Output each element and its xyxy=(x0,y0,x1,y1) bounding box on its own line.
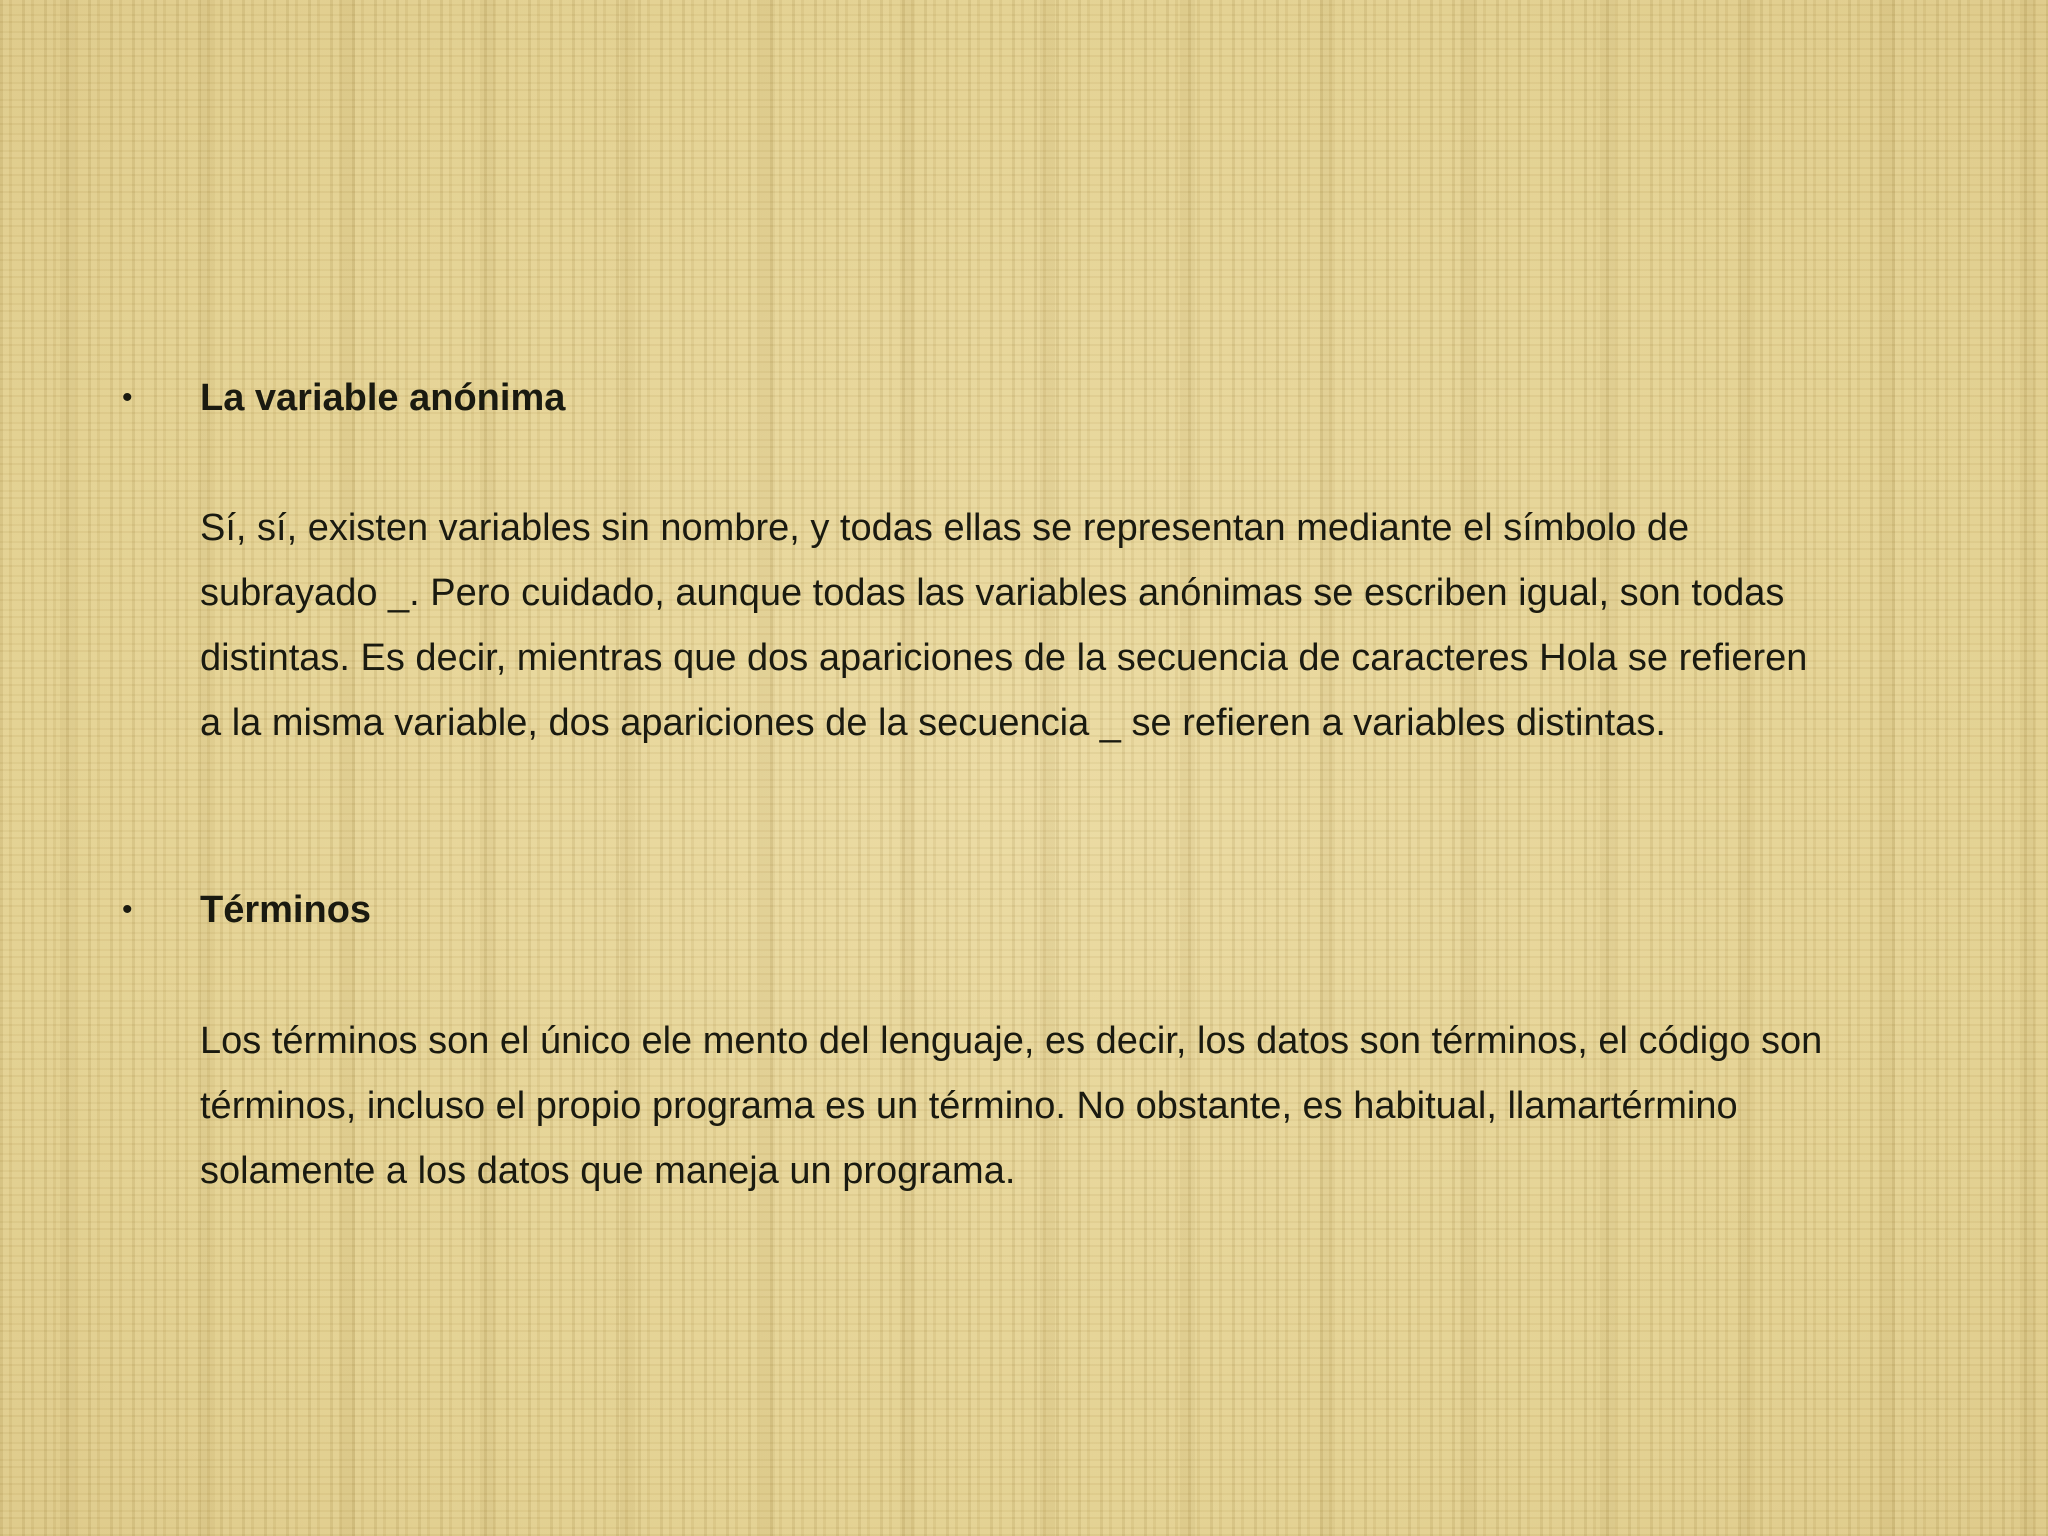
paragraph-line: Sí, sí, existen variables sin nombre, y todas ellas se representan mediante el símbolo de xyxy=(200,507,1690,549)
paragraph-line: términos, incluso el propio programa es un término. No obstante, es habitual, llamartérmino xyxy=(200,1085,1738,1127)
paragraph-line: subrayado _. Pero cuidado, aunque todas las variables anónimas se escriben igual, son todas xyxy=(200,572,1785,614)
paragraph-line: distintas. Es decir, mientras que dos apariciones de la secuencia de caracteres Hola se refieren xyxy=(200,637,1808,679)
bullet-2: • xyxy=(122,893,133,926)
paragraph-variable-anonima xyxy=(200,501,1920,750)
paragraph-line: solamente a los datos que maneja un programa. xyxy=(200,1150,1016,1192)
paragraph-line: Los términos son el único ele mento del lenguaje, es decir, los datos son términos, el código son xyxy=(200,1020,1823,1062)
bullet-1: • xyxy=(122,381,133,414)
heading-terminos: Términos xyxy=(200,889,372,931)
heading-variable-anonima: La variable anónima xyxy=(200,377,566,419)
paragraph-terminos xyxy=(200,1014,1920,1198)
paragraph-line: a la misma variable, dos apariciones de la secuencia _ se refieren a variables distintas. xyxy=(200,702,1666,744)
